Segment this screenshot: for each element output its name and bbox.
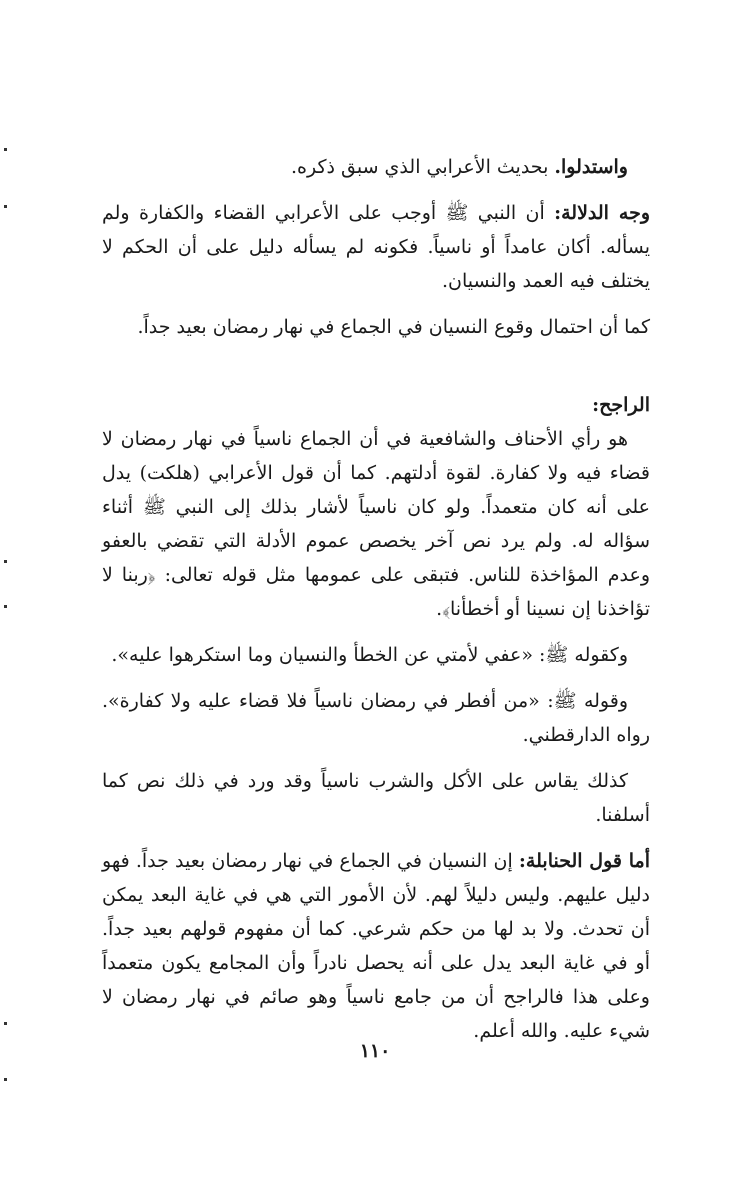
lead-evidence: واستدلوا. xyxy=(554,156,628,178)
text-unlikely: كما أن احتمال وقوع النسيان في الجماع في نهار رمضان بعيد جداً. xyxy=(137,316,650,338)
paragraph-hanbali xyxy=(102,844,650,1048)
scan-mark xyxy=(4,1078,7,1081)
text-inference: أن النبي ﷺ أوجب على الأعرابي القضاء والكفارة ولم يسأله. أكان عامداً أو ناسياً. فكونه لم يسأله دليل على أن الحكم لا يختلف فيه العمد والنسيان. xyxy=(102,202,650,292)
paragraph-evidence xyxy=(102,150,650,184)
paragraph-analogy xyxy=(102,764,650,832)
scan-mark xyxy=(4,148,7,151)
paragraph-unlikely xyxy=(102,310,650,344)
page-body xyxy=(102,150,650,1048)
page-number: ١١٠ xyxy=(359,1040,391,1062)
text-hanbali: إن النسيان في الجماع في نهار رمضان بعيد جداً. فهو دليل عليهم. وليس دليلاً لهم. لأن الأمور التي هي في غاية البعد يمكن أن تحدث. ولا بد لها من حكم شرعي. كما أن مفهوم قولهم بعيد جداً. أو في غاية البعد يدل على أنه يحصل نادراً وأن المجامع يكون متعمداً وعلى هذا فالراجح أن من جامع ناسياً وهو صائم في نهار رمضان لا شيء عليه. والله أعلم. xyxy=(102,850,650,1042)
text-preferred-opinion: هو رأي الأحناف والشافعية في أن الجماع ناسياً في نهار رمضان لا قضاء فيه ولا كفارة. لقوة أدلتهم. كما أن قول الأعرابي (هلكت) يدل على أنه كان متعمداً. ولو كان ناسياً لأشار بذلك إلى النبي ﷺ أثناء سؤاله له. ولم يرد نص آخر يخصص عموم الأدلة التي تقضي بالعفو وعدم المؤاخذة للناس. فتبقى على عمومها مثل قوله تعالى: ﴿ربنا لا تؤاخذنا إن نسينا أو أخطأنا﴾. xyxy=(102,428,650,620)
section-heading: الراجح: xyxy=(592,394,650,416)
paragraph-hadith-2 xyxy=(102,684,650,752)
text-hadith-2: وقوله ﷺ: «من أفطر في رمضان ناسياً فلا قضاء عليه ولا كفارة». رواه الدارقطني. xyxy=(102,690,650,746)
scan-mark xyxy=(4,560,7,563)
scan-mark xyxy=(4,205,7,208)
paragraph-inference xyxy=(102,196,650,298)
lead-inference: وجه الدلالة: xyxy=(554,202,650,224)
text-hadith-1: وكقوله ﷺ: «عفي لأمتي عن الخطأ والنسيان وما استكرهوا عليه». xyxy=(111,644,628,666)
scan-mark xyxy=(4,1022,7,1025)
paragraph-hadith-1 xyxy=(102,638,650,672)
text-evidence: بحديث الأعرابي الذي سبق ذكره. xyxy=(291,156,555,178)
lead-hanbali: أما قول الحنابلة: xyxy=(518,850,651,872)
text-analogy: كذلك يقاس على الأكل والشرب ناسياً وقد ورد في ذلك نص كما أسلفنا. xyxy=(102,770,650,826)
paragraph-preferred-opinion xyxy=(102,422,650,626)
scan-mark xyxy=(4,605,7,608)
